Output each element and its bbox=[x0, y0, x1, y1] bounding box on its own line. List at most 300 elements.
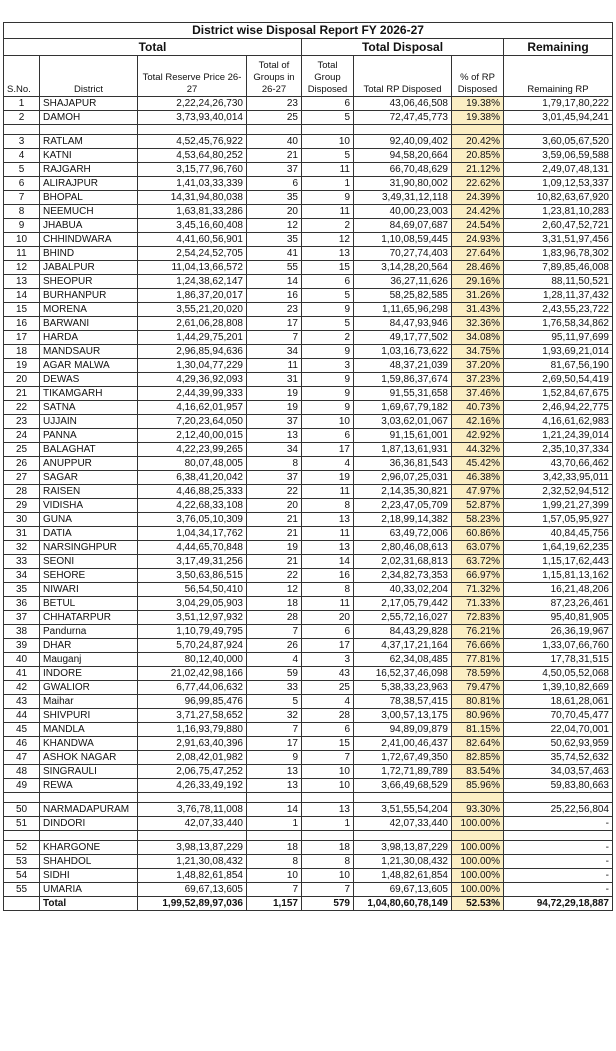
pct-disposed-cell: 82.85% bbox=[452, 751, 504, 765]
pct-disposed-cell: 71.32% bbox=[452, 583, 504, 597]
remaining-rp-cell: 1,33,07,66,760 bbox=[504, 639, 613, 653]
district-cell: BARWANI bbox=[40, 317, 138, 331]
spacer-cell bbox=[40, 125, 138, 135]
groups-disposed-cell: 9 bbox=[302, 387, 354, 401]
sno-cell: 12 bbox=[4, 261, 40, 275]
remaining-rp-cell: 2,43,55,23,722 bbox=[504, 303, 613, 317]
district-cell: NEEMUCH bbox=[40, 205, 138, 219]
sno-cell: 34 bbox=[4, 569, 40, 583]
sno-cell: 27 bbox=[4, 471, 40, 485]
remaining-rp-cell: 1,79,17,80,222 bbox=[504, 97, 613, 111]
district-cell: SEHORE bbox=[40, 569, 138, 583]
sno-cell: 37 bbox=[4, 611, 40, 625]
table-row bbox=[4, 331, 613, 345]
district-cell: NARMADAPURAM bbox=[40, 803, 138, 817]
groups-cell: 26 bbox=[247, 639, 302, 653]
groups-cell: 21 bbox=[247, 555, 302, 569]
report-title: District wise Disposal Report FY 2026-27 bbox=[4, 23, 613, 39]
reserve-price-cell: 3,76,78,11,008 bbox=[138, 803, 247, 817]
rp-disposed-cell: 48,37,21,039 bbox=[354, 359, 452, 373]
groups-cell: 22 bbox=[247, 569, 302, 583]
rp-disposed-cell: 58,25,82,585 bbox=[354, 289, 452, 303]
spacer-cell bbox=[354, 125, 452, 135]
remaining-rp-cell: 2,35,10,37,334 bbox=[504, 443, 613, 457]
table-row bbox=[4, 401, 613, 415]
rp-disposed-cell: 3,98,13,87,229 bbox=[354, 841, 452, 855]
table-row bbox=[4, 233, 613, 247]
spacer-cell bbox=[4, 125, 40, 135]
spacer-cell bbox=[247, 831, 302, 841]
pct-disposed-cell: 66.97% bbox=[452, 569, 504, 583]
pct-disposed-cell: 47.97% bbox=[452, 485, 504, 499]
rp-disposed-cell: 94,58,20,664 bbox=[354, 149, 452, 163]
groups-disposed-cell: 15 bbox=[302, 261, 354, 275]
reserve-price-cell: 3,71,27,58,652 bbox=[138, 709, 247, 723]
rp-disposed-cell: 36,27,11,626 bbox=[354, 275, 452, 289]
remaining-rp-cell: - bbox=[504, 817, 613, 831]
sno-cell: 17 bbox=[4, 331, 40, 345]
sno-cell: 43 bbox=[4, 695, 40, 709]
groups-cell: 31 bbox=[247, 373, 302, 387]
reserve-price-cell: 2,44,39,99,333 bbox=[138, 387, 247, 401]
groups-disposed-cell: 19 bbox=[302, 471, 354, 485]
rp-disposed-cell: 84,47,93,946 bbox=[354, 317, 452, 331]
groups-cell: 35 bbox=[247, 233, 302, 247]
remaining-rp-header: Remaining RP bbox=[504, 56, 613, 97]
pct-disposed-cell: 63.72% bbox=[452, 555, 504, 569]
remaining-rp-cell: 59,83,80,663 bbox=[504, 779, 613, 793]
sno-cell: 36 bbox=[4, 597, 40, 611]
remaining-rp-cell: 1,23,81,10,283 bbox=[504, 205, 613, 219]
sno-cell: 22 bbox=[4, 401, 40, 415]
groups-disposed-cell: 9 bbox=[302, 345, 354, 359]
rp-disposed-cell: 84,43,29,828 bbox=[354, 625, 452, 639]
groups-cell: 9 bbox=[247, 751, 302, 765]
spacer-cell bbox=[302, 125, 354, 135]
sno-cell: 2 bbox=[4, 111, 40, 125]
groups-disposed-cell: 25 bbox=[302, 681, 354, 695]
district-cell: DINDORI bbox=[40, 817, 138, 831]
district-cell: MORENA bbox=[40, 303, 138, 317]
sno-cell: 32 bbox=[4, 541, 40, 555]
district-cell: MANDLA bbox=[40, 723, 138, 737]
groups-disposed-cell: 6 bbox=[302, 429, 354, 443]
rp-disposed-cell: 2,96,07,25,031 bbox=[354, 471, 452, 485]
groups-cell: 13 bbox=[247, 779, 302, 793]
remaining-rp-cell: 1,99,21,27,399 bbox=[504, 499, 613, 513]
reserve-price-cell: 7,20,23,64,050 bbox=[138, 415, 247, 429]
district-cell: NIWARI bbox=[40, 583, 138, 597]
remaining-rp-cell: 3,59,06,59,588 bbox=[504, 149, 613, 163]
district-cell: TIKAMGARH bbox=[40, 387, 138, 401]
rp-disposed-cell: 3,49,31,12,118 bbox=[354, 191, 452, 205]
rp-disposed-cell: 1,72,67,49,350 bbox=[354, 751, 452, 765]
sno-cell: 31 bbox=[4, 527, 40, 541]
groups-cell: 21 bbox=[247, 513, 302, 527]
groups-disposed-cell: 10 bbox=[302, 415, 354, 429]
table-row bbox=[4, 471, 613, 485]
groups-cell: 7 bbox=[247, 723, 302, 737]
table-row bbox=[4, 163, 613, 177]
groups-disposed-cell: 10 bbox=[302, 765, 354, 779]
groups-cell: 37 bbox=[247, 415, 302, 429]
groups-disposed-cell: 9 bbox=[302, 373, 354, 387]
groups-cell: 55 bbox=[247, 261, 302, 275]
spacer-cell bbox=[452, 793, 504, 803]
table-row bbox=[4, 597, 613, 611]
remaining-rp-cell: 1,52,84,67,675 bbox=[504, 387, 613, 401]
remaining-rp-cell: 2,49,07,48,131 bbox=[504, 163, 613, 177]
groups-cell: 19 bbox=[247, 401, 302, 415]
groups-disposed-cell: 15 bbox=[302, 737, 354, 751]
pct-disposed-cell: 79.47% bbox=[452, 681, 504, 695]
rp-disposed-cell: 2,55,72,16,027 bbox=[354, 611, 452, 625]
reserve-price-cell: 2,91,63,40,396 bbox=[138, 737, 247, 751]
total-groups-cell: 1,157 bbox=[247, 897, 302, 911]
reserve-price-cell: 1,16,93,79,880 bbox=[138, 723, 247, 737]
spacer-cell bbox=[354, 793, 452, 803]
groups-cell: 37 bbox=[247, 163, 302, 177]
groups-cell: 14 bbox=[247, 803, 302, 817]
table-row bbox=[4, 779, 613, 793]
table-row bbox=[4, 583, 613, 597]
pct-disposed-cell: 78.59% bbox=[452, 667, 504, 681]
sno-cell: 30 bbox=[4, 513, 40, 527]
groups-disposed-cell: 7 bbox=[302, 751, 354, 765]
reserve-price-cell: 1,30,04,77,229 bbox=[138, 359, 247, 373]
sno-cell: 46 bbox=[4, 737, 40, 751]
reserve-price-cell: 3,76,05,10,309 bbox=[138, 513, 247, 527]
pct-disposed-cell: 76.21% bbox=[452, 625, 504, 639]
groups-cell: 23 bbox=[247, 303, 302, 317]
remaining-rp-cell: 70,70,45,477 bbox=[504, 709, 613, 723]
pct-disposed-cell: 22.62% bbox=[452, 177, 504, 191]
sno-cell: 10 bbox=[4, 233, 40, 247]
spacer-cell bbox=[504, 793, 613, 803]
district-cell: CHHATARPUR bbox=[40, 611, 138, 625]
reserve-price-cell: 14,31,94,80,038 bbox=[138, 191, 247, 205]
table-row bbox=[4, 527, 613, 541]
table-row bbox=[4, 681, 613, 695]
groups-disposed-cell: 9 bbox=[302, 401, 354, 415]
groups-cell: 14 bbox=[247, 275, 302, 289]
sno-cell: 25 bbox=[4, 443, 40, 457]
groups-cell: 41 bbox=[247, 247, 302, 261]
rp-disposed-cell: 72,47,45,773 bbox=[354, 111, 452, 125]
remaining-rp-cell: 1,39,10,82,669 bbox=[504, 681, 613, 695]
remaining-rp-cell: 3,60,05,67,520 bbox=[504, 135, 613, 149]
remaining-rp-cell: 25,22,56,804 bbox=[504, 803, 613, 817]
table-row bbox=[4, 611, 613, 625]
district-cell: Maihar bbox=[40, 695, 138, 709]
spacer-cell bbox=[40, 793, 138, 803]
district-cell: RATLAM bbox=[40, 135, 138, 149]
reserve-price-cell: 4,16,62,01,957 bbox=[138, 401, 247, 415]
pct-disposed-cell: 72.83% bbox=[452, 611, 504, 625]
groups-disposed-cell: 6 bbox=[302, 97, 354, 111]
district-cell: DEWAS bbox=[40, 373, 138, 387]
table-row bbox=[4, 359, 613, 373]
reserve-price-cell: 96,99,85,476 bbox=[138, 695, 247, 709]
groups-cell: 23 bbox=[247, 97, 302, 111]
district-cell: SEONI bbox=[40, 555, 138, 569]
groups-header: Total of Groups in 26-27 bbox=[247, 56, 302, 97]
groups-disposed-cell: 10 bbox=[302, 135, 354, 149]
groups-cell: 13 bbox=[247, 429, 302, 443]
table-row bbox=[4, 841, 613, 855]
pct-disposed-cell: 40.73% bbox=[452, 401, 504, 415]
rp-disposed-cell: 3,14,28,20,564 bbox=[354, 261, 452, 275]
remaining-rp-cell: 50,62,93,959 bbox=[504, 737, 613, 751]
reserve-price-cell: 4,41,60,56,901 bbox=[138, 233, 247, 247]
groups-disposed-cell: 4 bbox=[302, 695, 354, 709]
table-row bbox=[4, 485, 613, 499]
reserve-price-cell: 1,41,03,33,339 bbox=[138, 177, 247, 191]
sno-cell: 26 bbox=[4, 457, 40, 471]
rp-disposed-cell: 49,17,77,502 bbox=[354, 331, 452, 345]
spacer-cell bbox=[4, 831, 40, 841]
groups-cell: 34 bbox=[247, 345, 302, 359]
groups-cell: 33 bbox=[247, 681, 302, 695]
rp-disposed-cell: 1,87,13,61,931 bbox=[354, 443, 452, 457]
groups-disposed-cell: 10 bbox=[302, 779, 354, 793]
sno-cell: 50 bbox=[4, 803, 40, 817]
groups-cell: 5 bbox=[247, 695, 302, 709]
sno-cell: 51 bbox=[4, 817, 40, 831]
table-row bbox=[4, 429, 613, 443]
remaining-rp-cell: 22,04,70,001 bbox=[504, 723, 613, 737]
total-groups-disposed-cell: 579 bbox=[302, 897, 354, 911]
pct-disposed-cell: 93.30% bbox=[452, 803, 504, 817]
district-cell: KHANDWA bbox=[40, 737, 138, 751]
district-cell: ANUPPUR bbox=[40, 457, 138, 471]
district-cell: JABALPUR bbox=[40, 261, 138, 275]
groups-cell: 8 bbox=[247, 457, 302, 471]
sno-cell: 13 bbox=[4, 275, 40, 289]
district-cell: INDORE bbox=[40, 667, 138, 681]
groups-disposed-cell: 2 bbox=[302, 219, 354, 233]
spacer-cell bbox=[504, 125, 613, 135]
district-cell: GUNA bbox=[40, 513, 138, 527]
rp-disposed-cell: 1,03,16,73,622 bbox=[354, 345, 452, 359]
reserve-price-cell: 2,96,85,94,636 bbox=[138, 345, 247, 359]
groups-disposed-cell: 13 bbox=[302, 541, 354, 555]
spacer-cell bbox=[302, 793, 354, 803]
pct-disposed-cell: 85.96% bbox=[452, 779, 504, 793]
pct-disposed-cell: 63.07% bbox=[452, 541, 504, 555]
reserve-price-cell: 6,38,41,20,042 bbox=[138, 471, 247, 485]
table-row bbox=[4, 415, 613, 429]
reserve-price-cell: 4,52,45,76,922 bbox=[138, 135, 247, 149]
remaining-rp-cell: 1,57,05,95,927 bbox=[504, 513, 613, 527]
rp-disposed-cell: 1,10,08,59,445 bbox=[354, 233, 452, 247]
pct-disposed-header: % of RP Disposed bbox=[452, 56, 504, 97]
spacer-cell bbox=[452, 125, 504, 135]
sno-cell: 23 bbox=[4, 415, 40, 429]
sno-cell: 1 bbox=[4, 97, 40, 111]
column-header-row bbox=[4, 56, 613, 97]
total-rp-disposed-cell: 1,04,80,60,78,149 bbox=[354, 897, 452, 911]
rp-disposed-cell: 1,21,30,08,432 bbox=[354, 855, 452, 869]
table-row bbox=[4, 149, 613, 163]
remaining-rp-cell: 43,70,66,462 bbox=[504, 457, 613, 471]
pct-disposed-cell: 19.38% bbox=[452, 111, 504, 125]
district-cell: NARSINGHPUR bbox=[40, 541, 138, 555]
pct-disposed-cell: 20.42% bbox=[452, 135, 504, 149]
pct-disposed-cell: 45.42% bbox=[452, 457, 504, 471]
district-cell: BETUL bbox=[40, 597, 138, 611]
groups-disposed-cell: 14 bbox=[302, 555, 354, 569]
groups-cell: 59 bbox=[247, 667, 302, 681]
sno-cell: 18 bbox=[4, 345, 40, 359]
pct-disposed-cell: 31.43% bbox=[452, 303, 504, 317]
remaining-rp-cell: 7,89,85,46,008 bbox=[504, 261, 613, 275]
rp-disposed-cell: 62,34,08,485 bbox=[354, 653, 452, 667]
groups-disposed-cell: 13 bbox=[302, 513, 354, 527]
groups-disposed-cell: 11 bbox=[302, 163, 354, 177]
table-row bbox=[4, 709, 613, 723]
sno-cell: 39 bbox=[4, 639, 40, 653]
groups-disposed-cell: 20 bbox=[302, 611, 354, 625]
district-cell: GWALIOR bbox=[40, 681, 138, 695]
pct-disposed-cell: 100.00% bbox=[452, 869, 504, 883]
groups-cell: 20 bbox=[247, 205, 302, 219]
groups-cell: 10 bbox=[247, 869, 302, 883]
sno-cell: 21 bbox=[4, 387, 40, 401]
sno-header: S.No. bbox=[4, 56, 40, 97]
group-remaining-header: Remaining bbox=[504, 39, 613, 56]
groups-cell: 16 bbox=[247, 289, 302, 303]
reserve-price-cell: 3,55,21,20,020 bbox=[138, 303, 247, 317]
reserve-price-cell: 6,77,44,06,632 bbox=[138, 681, 247, 695]
reserve-price-cell: 4,22,23,99,265 bbox=[138, 443, 247, 457]
remaining-rp-cell: 2,60,47,52,721 bbox=[504, 219, 613, 233]
rp-disposed-cell: 66,70,48,629 bbox=[354, 163, 452, 177]
group-header-row bbox=[4, 39, 613, 56]
reserve-price-cell: 3,17,49,31,256 bbox=[138, 555, 247, 569]
groups-disposed-cell: 43 bbox=[302, 667, 354, 681]
remaining-rp-cell: 1,76,58,34,862 bbox=[504, 317, 613, 331]
table-row bbox=[4, 191, 613, 205]
table-row bbox=[4, 803, 613, 817]
pct-disposed-cell: 81.15% bbox=[452, 723, 504, 737]
sno-cell: 28 bbox=[4, 485, 40, 499]
pct-disposed-cell: 46.38% bbox=[452, 471, 504, 485]
remaining-rp-cell: 87,23,26,461 bbox=[504, 597, 613, 611]
sno-cell: 35 bbox=[4, 583, 40, 597]
groups-cell: 6 bbox=[247, 177, 302, 191]
remaining-rp-cell: 17,78,31,515 bbox=[504, 653, 613, 667]
table-row bbox=[4, 695, 613, 709]
remaining-rp-cell: 4,16,61,62,983 bbox=[504, 415, 613, 429]
remaining-rp-cell: 34,03,57,463 bbox=[504, 765, 613, 779]
groups-cell: 18 bbox=[247, 597, 302, 611]
groups-cell: 13 bbox=[247, 765, 302, 779]
table-row bbox=[4, 817, 613, 831]
rp-disposed-cell: 1,72,71,89,789 bbox=[354, 765, 452, 779]
pct-disposed-cell: 80.96% bbox=[452, 709, 504, 723]
reserve-price-cell: 2,54,24,52,705 bbox=[138, 247, 247, 261]
remaining-rp-cell: - bbox=[504, 869, 613, 883]
rp-disposed-cell: 42,07,33,440 bbox=[354, 817, 452, 831]
rp-disposed-cell: 4,37,17,21,164 bbox=[354, 639, 452, 653]
district-cell: KATNI bbox=[40, 149, 138, 163]
district-cell: Pandurna bbox=[40, 625, 138, 639]
rp-disposed-cell: 2,02,31,68,813 bbox=[354, 555, 452, 569]
groups-disposed-cell: 8 bbox=[302, 583, 354, 597]
sno-cell: 3 bbox=[4, 135, 40, 149]
spacer-cell bbox=[354, 831, 452, 841]
groups-cell: 22 bbox=[247, 485, 302, 499]
groups-disposed-cell: 28 bbox=[302, 709, 354, 723]
groups-cell: 1 bbox=[247, 817, 302, 831]
total-reserve-price-cell: 1,99,52,89,97,036 bbox=[138, 897, 247, 911]
groups-disposed-cell: 17 bbox=[302, 443, 354, 457]
district-cell: UMARIA bbox=[40, 883, 138, 897]
groups-disposed-cell: 2 bbox=[302, 331, 354, 345]
reserve-price-cell: 3,04,29,05,903 bbox=[138, 597, 247, 611]
groups-disposed-cell: 11 bbox=[302, 205, 354, 219]
rp-disposed-cell: 1,11,65,96,298 bbox=[354, 303, 452, 317]
groups-disposed-cell: 1 bbox=[302, 177, 354, 191]
rp-disposed-cell: 3,66,49,68,529 bbox=[354, 779, 452, 793]
remaining-rp-cell: 88,11,50,521 bbox=[504, 275, 613, 289]
rp-disposed-cell: 94,89,09,879 bbox=[354, 723, 452, 737]
groups-disposed-cell: 11 bbox=[302, 485, 354, 499]
reserve-price-cell: 80,12,40,000 bbox=[138, 653, 247, 667]
pct-disposed-cell: 80.81% bbox=[452, 695, 504, 709]
rp-disposed-cell: 40,00,23,003 bbox=[354, 205, 452, 219]
groups-cell: 28 bbox=[247, 611, 302, 625]
spacer-cell bbox=[4, 793, 40, 803]
pct-disposed-cell: 100.00% bbox=[452, 883, 504, 897]
table-row bbox=[4, 275, 613, 289]
remaining-rp-cell: 10,82,63,67,920 bbox=[504, 191, 613, 205]
reserve-price-cell: 4,26,33,49,192 bbox=[138, 779, 247, 793]
table-row bbox=[4, 499, 613, 513]
reserve-price-cell: 69,67,13,605 bbox=[138, 883, 247, 897]
sno-cell: 7 bbox=[4, 191, 40, 205]
reserve-price-cell: 4,44,65,70,848 bbox=[138, 541, 247, 555]
district-cell: Mauganj bbox=[40, 653, 138, 667]
district-cell: SINGRAULI bbox=[40, 765, 138, 779]
rp-disposed-cell: 1,69,67,79,182 bbox=[354, 401, 452, 415]
groups-cell: 7 bbox=[247, 625, 302, 639]
rp-disposed-cell: 2,80,46,08,613 bbox=[354, 541, 452, 555]
spacer-cell bbox=[504, 831, 613, 841]
pct-disposed-cell: 76.66% bbox=[452, 639, 504, 653]
groups-cell: 8 bbox=[247, 855, 302, 869]
sno-cell: 14 bbox=[4, 289, 40, 303]
total-district-cell: Total bbox=[40, 897, 138, 911]
reserve-price-cell: 1,86,37,20,017 bbox=[138, 289, 247, 303]
groups-cell: 17 bbox=[247, 317, 302, 331]
district-cell: AGAR MALWA bbox=[40, 359, 138, 373]
sno-cell: 29 bbox=[4, 499, 40, 513]
reserve-price-cell: 3,15,77,96,760 bbox=[138, 163, 247, 177]
pct-disposed-cell: 21.12% bbox=[452, 163, 504, 177]
remaining-rp-cell: 40,84,45,756 bbox=[504, 527, 613, 541]
table-row bbox=[4, 653, 613, 667]
groups-cell: 25 bbox=[247, 111, 302, 125]
spacer-cell bbox=[247, 125, 302, 135]
spacer-row bbox=[4, 125, 613, 135]
sno-cell: 55 bbox=[4, 883, 40, 897]
remaining-rp-cell: 95,40,81,905 bbox=[504, 611, 613, 625]
rp-disposed-cell: 36,36,81,543 bbox=[354, 457, 452, 471]
pct-disposed-cell: 83.54% bbox=[452, 765, 504, 779]
groups-disposed-cell: 16 bbox=[302, 569, 354, 583]
